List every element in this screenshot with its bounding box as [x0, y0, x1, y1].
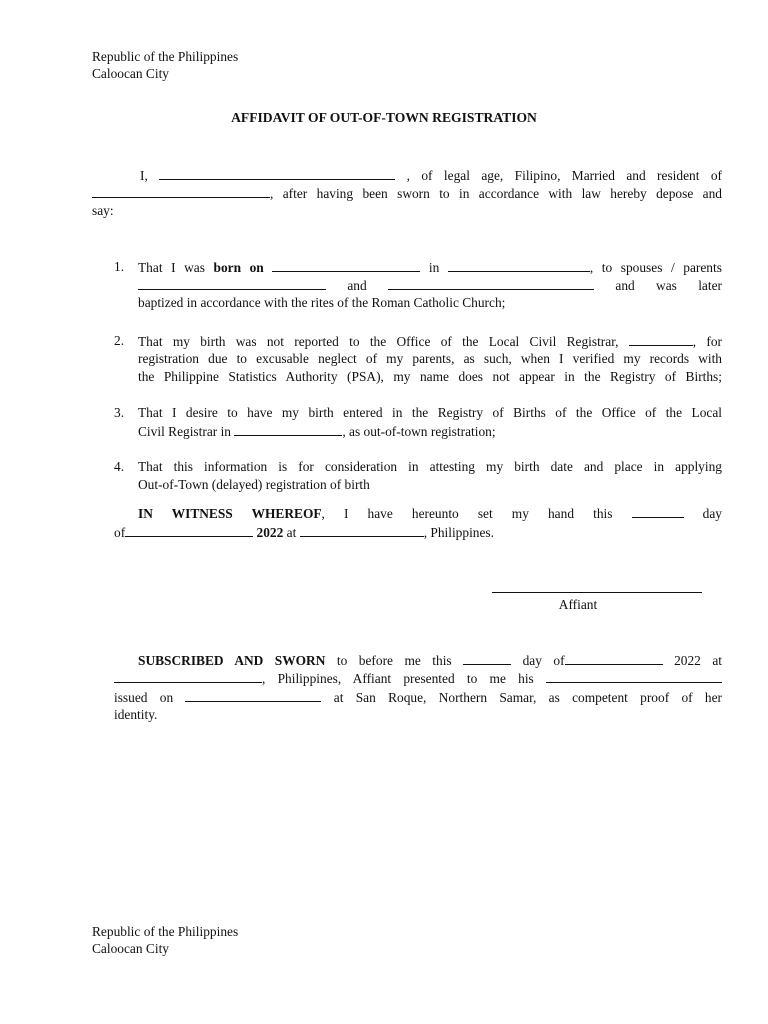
jurat-line-2 [114, 669, 722, 688]
item-1-line-3: baptized in accordance with the rites of the Roman Catholic Church; [138, 295, 506, 310]
affiant-name-blank[interactable] [159, 166, 395, 180]
witness-text: of [114, 525, 126, 540]
item-text: , as out-of-town registration; [342, 424, 496, 439]
intro-text: , of legal age, Filipino, Married and resident of [406, 168, 722, 183]
witness-text: , Philippines. [423, 525, 494, 540]
item-text: Civil Registrar in [138, 424, 231, 439]
lcr-blank[interactable] [629, 332, 693, 346]
witness-heading: IN WITNESS WHEREOF [138, 506, 322, 521]
residence-blank[interactable] [92, 184, 270, 198]
jurat-heading: SUBSCRIBED AND SWORN [138, 653, 326, 668]
witness-line-2 [114, 523, 494, 542]
item-1-line-1 [138, 258, 722, 277]
item-number-3: 3. [114, 405, 125, 420]
witness-text: day [702, 506, 722, 521]
intro-text: I, [140, 168, 148, 183]
affiant-signature-line[interactable] [492, 592, 702, 593]
item-number-4: 4. [114, 459, 125, 474]
item-text: and [347, 278, 367, 293]
item-number-2: 2. [114, 333, 125, 348]
intro-text: , after having been sworn to in accordance with law hereby depose and [270, 186, 722, 201]
witness-place-blank[interactable] [300, 523, 424, 537]
witness-text: at [286, 525, 297, 540]
jurat-line-3 [114, 688, 722, 707]
item-text: , for [692, 334, 722, 349]
witness-text: , I have hereunto set my hand this [321, 506, 613, 521]
witness-line-1 [138, 504, 722, 523]
jurat-year: 2022 at [674, 653, 722, 668]
jurat-text: issued on [114, 690, 174, 705]
parent-1-blank[interactable] [138, 276, 326, 290]
header-city: Caloocan City [92, 66, 169, 81]
jurat-place-blank[interactable] [114, 669, 262, 683]
item-text: in [428, 260, 440, 275]
birth-date-blank[interactable] [272, 258, 420, 272]
item-4-line-1: That this information is for consideration in attesting my birth date and place in applying [138, 459, 722, 474]
witness-year: 2022 [256, 525, 284, 540]
item-text: , to spouses / parents [589, 260, 722, 275]
intro-line-1 [114, 166, 722, 185]
witness-day-blank[interactable] [632, 504, 684, 518]
item-2-line-3: the Philippine Statistics Authority (PSA), my name does not appear in the Registry of Births; [138, 369, 722, 384]
witness-month-blank[interactable] [125, 523, 253, 537]
jurat-line-1 [138, 651, 722, 670]
jurat-line-4: identity. [114, 707, 158, 722]
registrar-city-blank[interactable] [234, 422, 342, 436]
item-4-line-2: Out-of-Town (delayed) registration of birth [138, 477, 370, 492]
jurat-text: at San Roque, Northern Samar, as competent proof of her [333, 690, 722, 705]
id-type-blank[interactable] [546, 669, 722, 683]
item-1-line-2 [138, 276, 722, 295]
header-republic: Republic of the Philippines [92, 49, 239, 64]
item-3-line-2 [138, 422, 496, 441]
item-3-line-1: That I desire to have my birth entered in the Registry of Births of the Office of the Local [138, 405, 722, 420]
item-2-line-1 [138, 332, 722, 351]
footer-city: Caloocan City [92, 941, 169, 956]
item-text: That I was [138, 260, 205, 275]
jurat-text: , Philippines, Affiant presented to me his [262, 671, 534, 686]
document-title: AFFIDAVIT OF OUT-OF-TOWN REGISTRATION [231, 110, 537, 125]
item-text: and was later [615, 278, 722, 293]
affiant-label: Affiant [558, 597, 598, 612]
footer-republic: Republic of the Philippines [92, 924, 239, 939]
intro-line-3: say: [92, 203, 114, 218]
item-number-1: 1. [114, 259, 125, 274]
parent-2-blank[interactable] [388, 276, 594, 290]
id-issue-date-blank[interactable] [185, 688, 321, 702]
jurat-month-blank[interactable] [565, 651, 663, 665]
jurat-text: to before me this [336, 653, 452, 668]
item-2-line-2: registration due to excusable neglect of my parents, as such, when I verified my records with [138, 351, 722, 366]
born-on-label: born on [213, 260, 264, 275]
jurat-text: day of [522, 653, 565, 668]
birth-place-blank[interactable] [448, 258, 590, 272]
jurat-day-blank[interactable] [463, 651, 511, 665]
item-text: That my birth was not reported to the Office of the Local Civil Registrar, [138, 334, 619, 349]
intro-line-2 [92, 184, 722, 203]
